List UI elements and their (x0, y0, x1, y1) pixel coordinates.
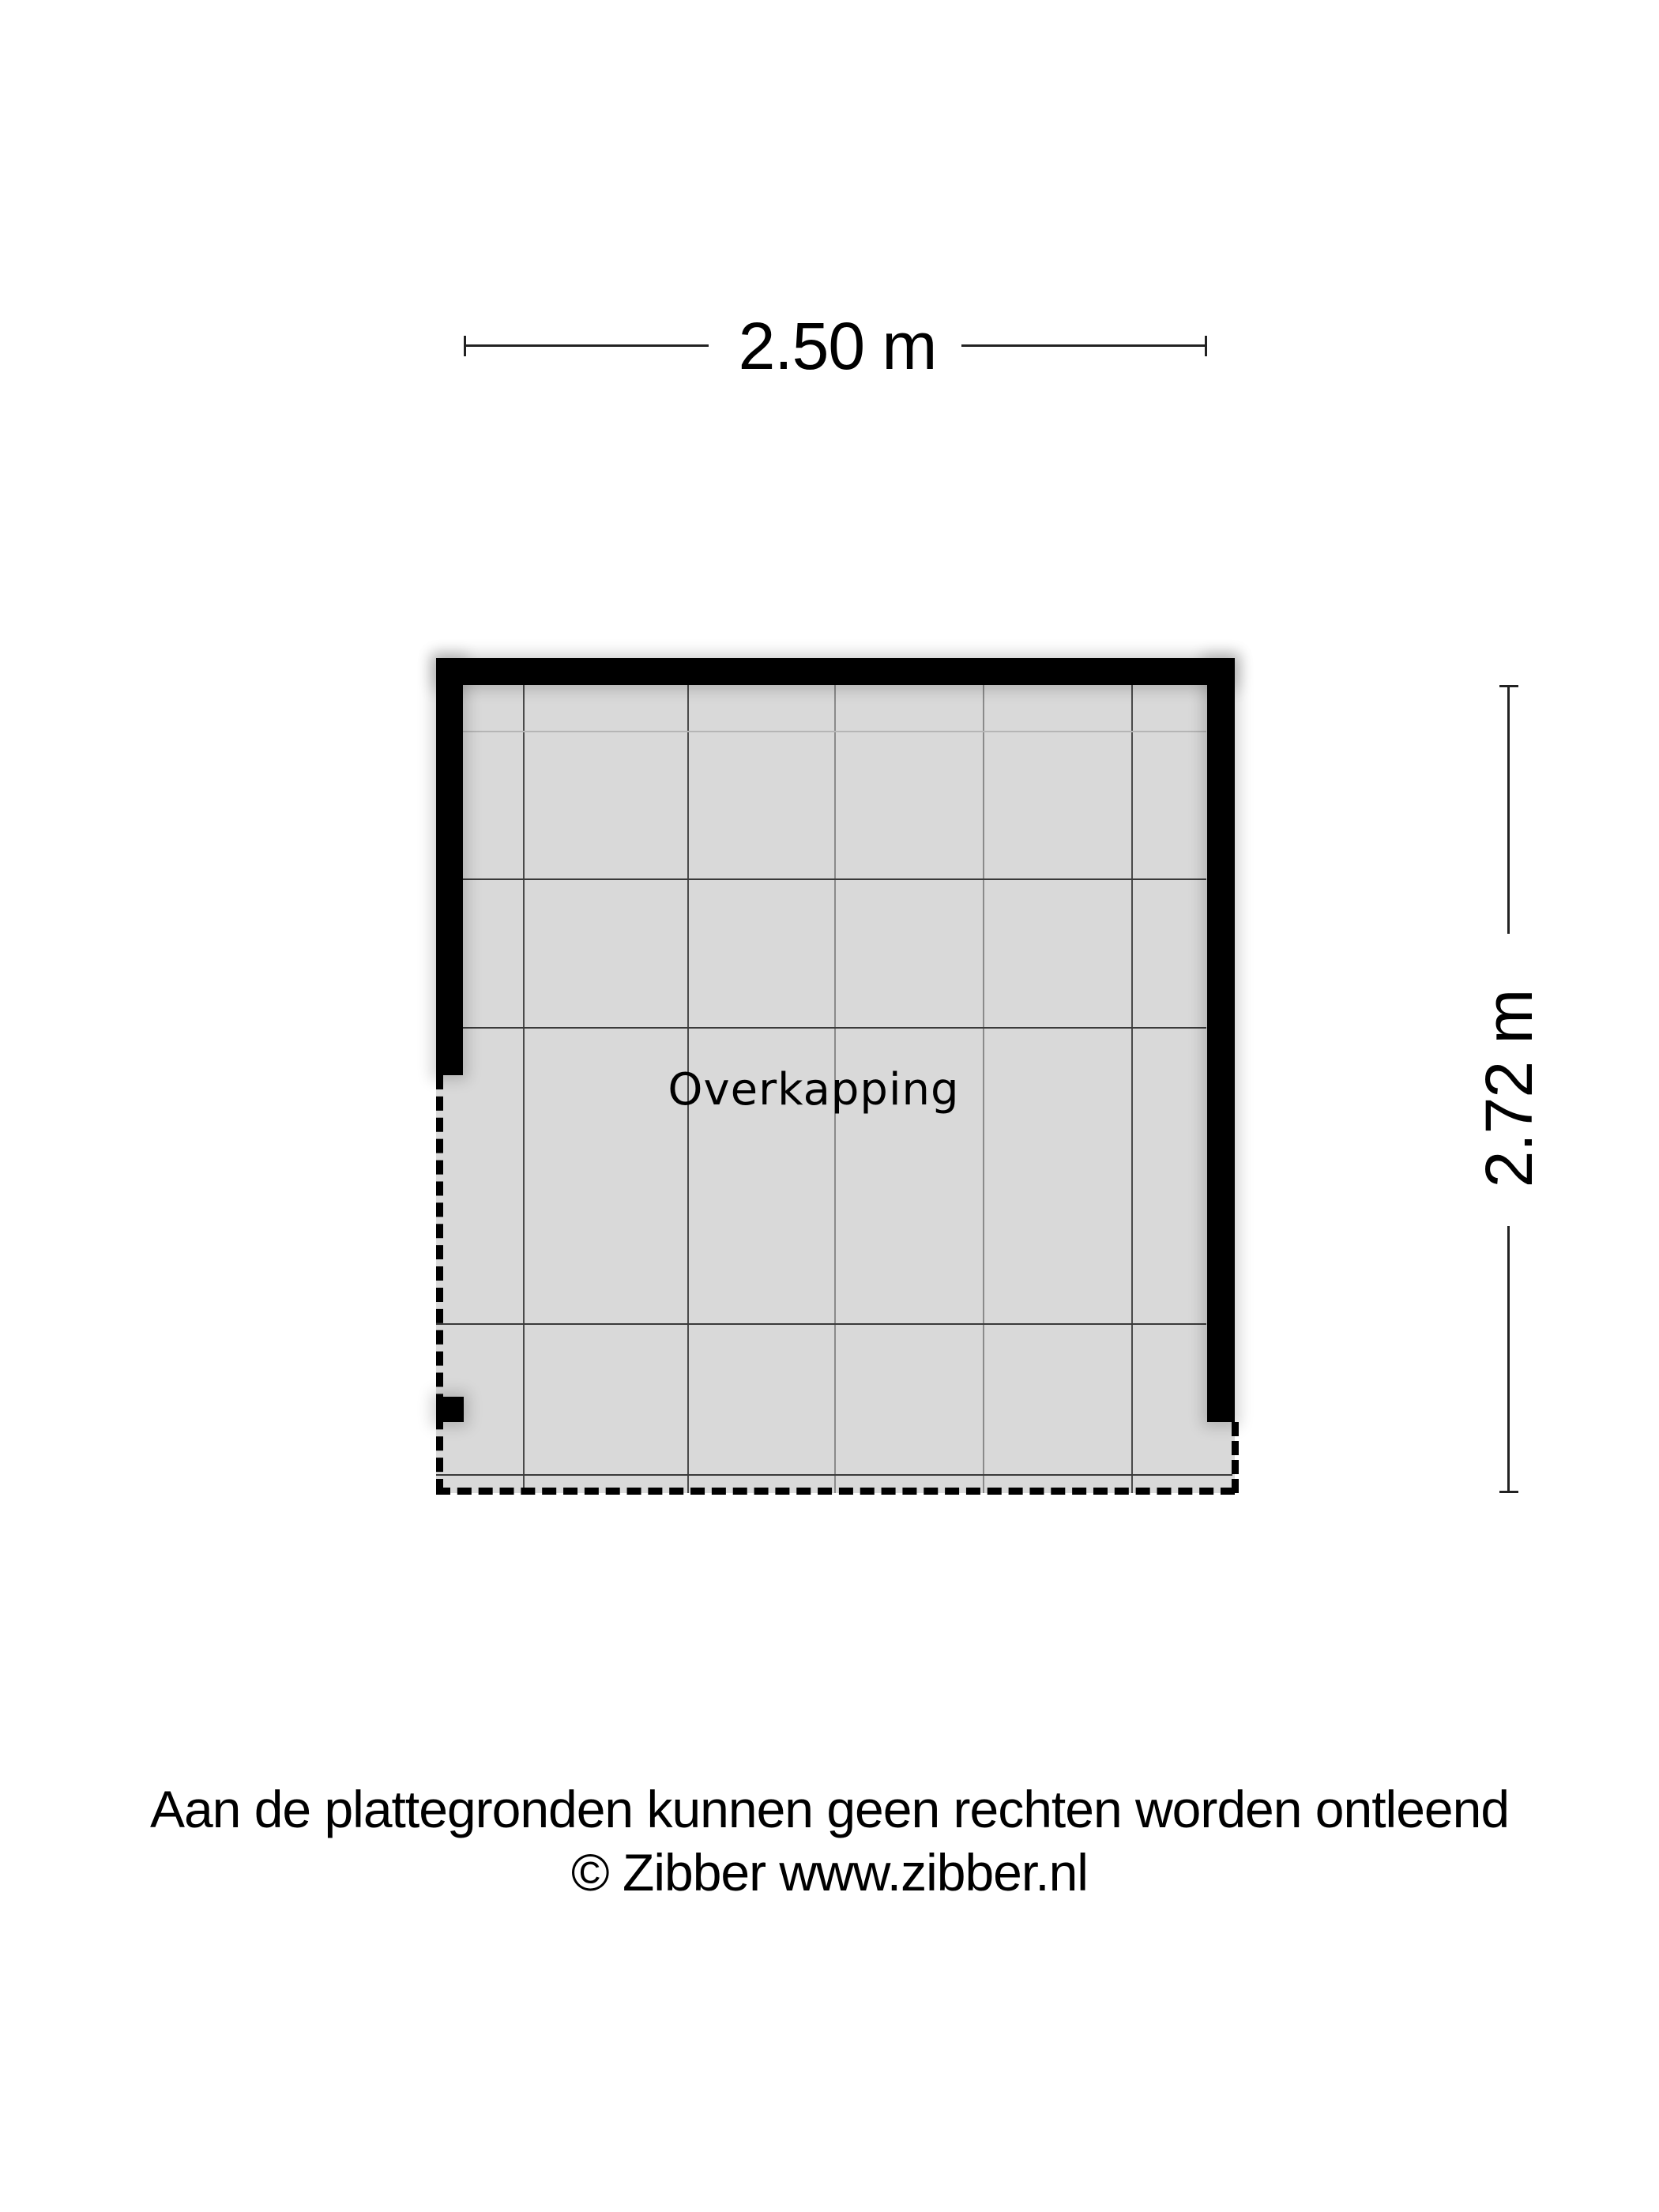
height-dimension-line-top (1507, 686, 1510, 934)
room-label: Overkapping (668, 1064, 960, 1115)
open-edge-left (436, 1075, 443, 1493)
open-edge-right (1232, 1422, 1239, 1493)
floor-tile-line (458, 878, 1206, 880)
width-dimension-line-left (465, 344, 709, 347)
floor-tile-line (458, 1027, 1206, 1029)
width-dimension-label: 2.50 m (738, 309, 937, 383)
wall-right (1207, 658, 1235, 1422)
width-dimension-tick-right (1205, 336, 1207, 356)
height-dimension-tick-bottom (1499, 1491, 1518, 1493)
height-dimension-line-bottom (1507, 1226, 1510, 1492)
disclaimer-text: Aan de plattegronden kunnen geen rechten worden ontleend (149, 1780, 1510, 1838)
height-dimension-label: 2.72 m (1472, 989, 1546, 1188)
width-dimension-line-right (961, 344, 1206, 347)
floor-tile-line (523, 685, 525, 1493)
floor-tile-line (436, 1323, 1206, 1325)
wall-left (436, 658, 463, 1075)
floor-tile-line (458, 731, 1206, 732)
floor-tile-line (1131, 685, 1133, 1493)
open-edge-bottom (436, 1488, 1235, 1495)
floor-tile-line (436, 1474, 1232, 1476)
copyright-text: © Zibber www.zibber.nl (571, 1843, 1088, 1902)
wall-top (436, 658, 1235, 685)
